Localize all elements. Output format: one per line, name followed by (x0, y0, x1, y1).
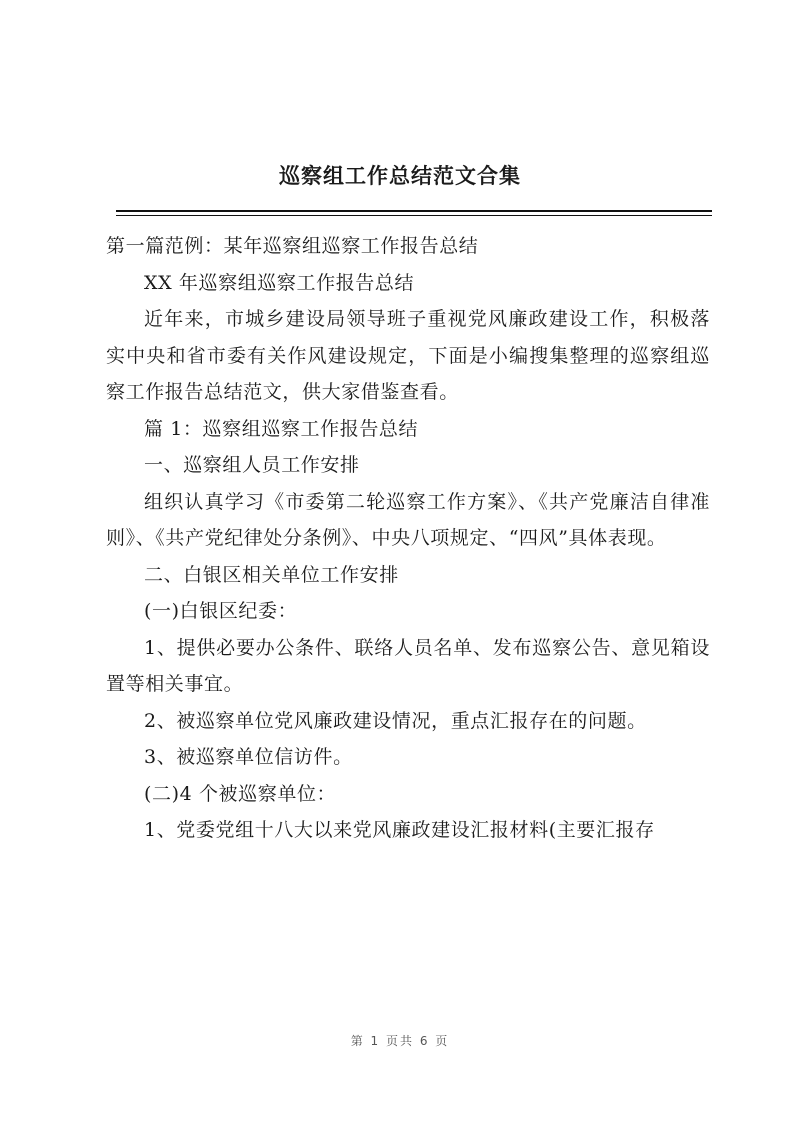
document-title: 巡察组工作总结范文合集 (279, 164, 521, 188)
paragraph: 3、被巡察单位信访件。 (144, 746, 353, 768)
paragraph: XX 年巡察组巡察工作报告总结 (144, 271, 415, 294)
paragraph: 2、被巡察单位党风廉政建设情况，重点汇报存在的问题。 (144, 709, 647, 732)
page-footer: 第 1 页共 6 页 (350, 1034, 450, 1048)
paragraph: (一)白银区纪委： (144, 600, 298, 622)
paragraph: 近年来，市城乡建设局领导班子重视党风廉政建设工作，积极落实中央和省市委有关作风建设规定，下面是小编搜集整理的巡察组巡察工作报告总结范文，供大家借鉴查看。 (106, 308, 710, 403)
paragraph: (二)4 个被巡察单位： (144, 782, 337, 805)
paragraph: 1、提供必要办公条件、联络人员名单、发布巡察公告、意见箱设置等相关事宜。 (106, 636, 710, 695)
paragraph: 一、巡察组人员工作安排 (144, 454, 360, 476)
paragraph: 篇 1：巡察组巡察工作报告总结 (144, 417, 419, 440)
title-rule-thick (116, 210, 712, 212)
title-rule-thin (116, 215, 712, 216)
paragraph: 1、党委党组十八大以来党风廉政建设汇报材料(主要汇报存 (144, 819, 655, 841)
paragraph: 二、白银区相关单位工作安排 (144, 563, 399, 586)
document-body (106, 228, 710, 849)
paragraph: 第一篇范例：某年巡察组巡察工作报告总结 (106, 235, 479, 257)
paragraph: 组织认真学习《市委第二轮巡察工作方案》、《共产党廉洁自律准则》、《共产党纪律处分条例》、中央八项规定、“四风”具体表现。 (106, 490, 710, 549)
